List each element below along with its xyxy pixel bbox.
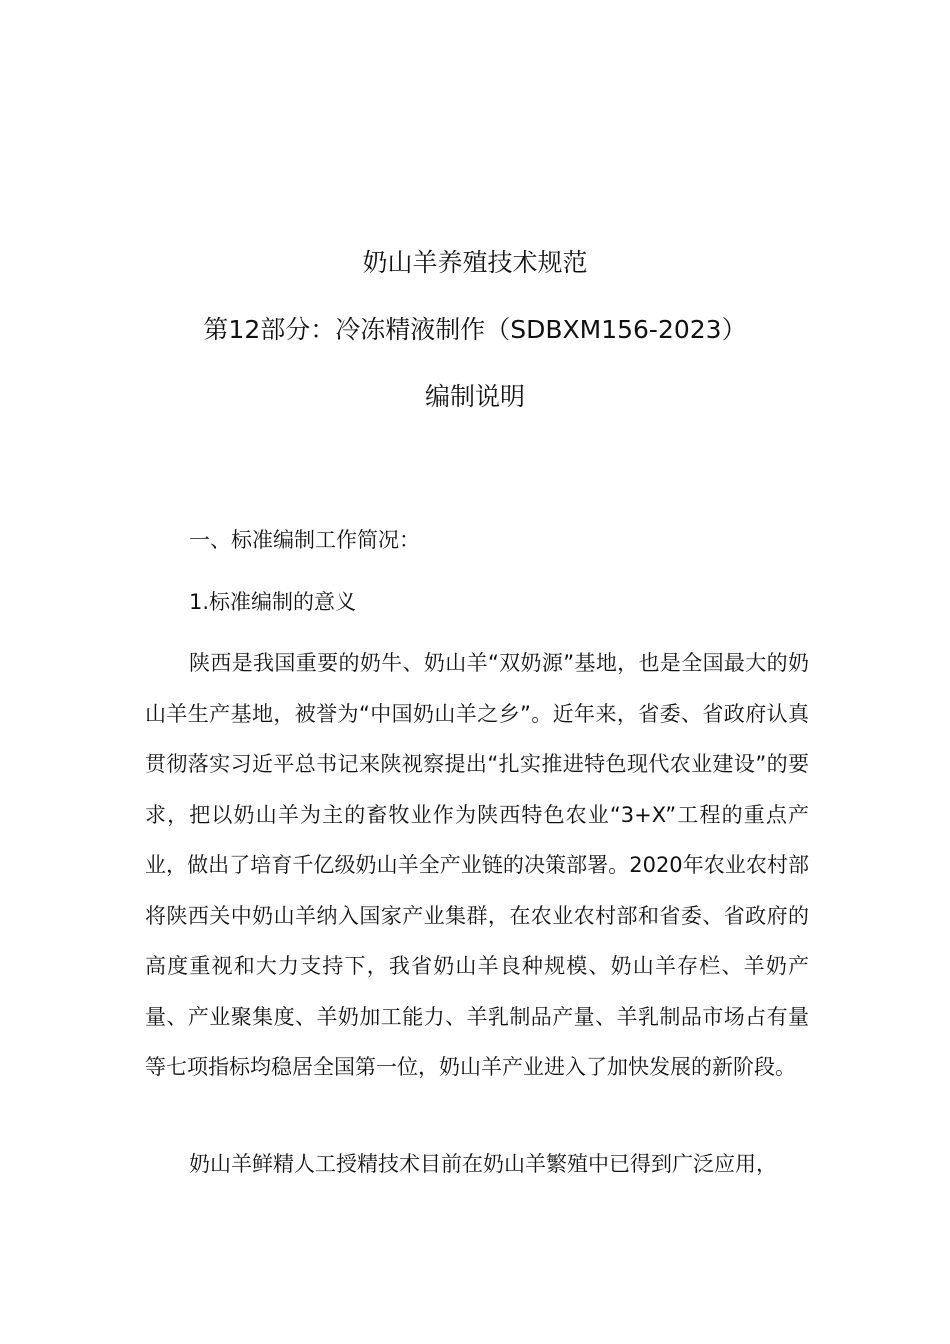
body-paragraph: 奶山羊鲜精人工授精技术目前在奶山羊繁殖中已得到广泛应用， [189, 1152, 777, 1176]
body-paragraph: 陕西是我国重要的奶牛、奶山羊“双奶源”基地，也是全国最大的奶山羊生产基地，被誉为“中国奶山羊之乡”。近年来，省委、省政府认真贯彻落实习近平总书记来陕视察提出“扎实推进特色现代农业建设”的要求，把以奶山羊为主的畜牧业作为陕西特色农业“3+X”工程的重点产业，做出了培育千亿级奶山羊全产业链的决策部署。2020年农业农村部将陕西关中奶山羊纳入国家产业集群，在农业农村部和省委、省政府的高度重视和大力支持下，我省奶山羊良种规模、奶山羊存栏、羊奶产量、产业聚集度、羊奶加工能力、羊乳制品产量、羊乳制品市场占有量等七项指标均稳居全国第一位，奶山羊产业进入了加快发展的新阶段。 [145, 651, 809, 1079]
section-heading: 一、标准编制工作简况： [189, 528, 420, 552]
document-subtitle-description: 编制说明 [424, 382, 525, 411]
document-title: 奶山羊养殖技术规范 [362, 248, 588, 277]
document-subtitle: 第12部分：冷冻精液制作（SDBXM156-2023） [203, 315, 747, 344]
subsection-heading: 1.标准编制的意义 [189, 590, 357, 614]
